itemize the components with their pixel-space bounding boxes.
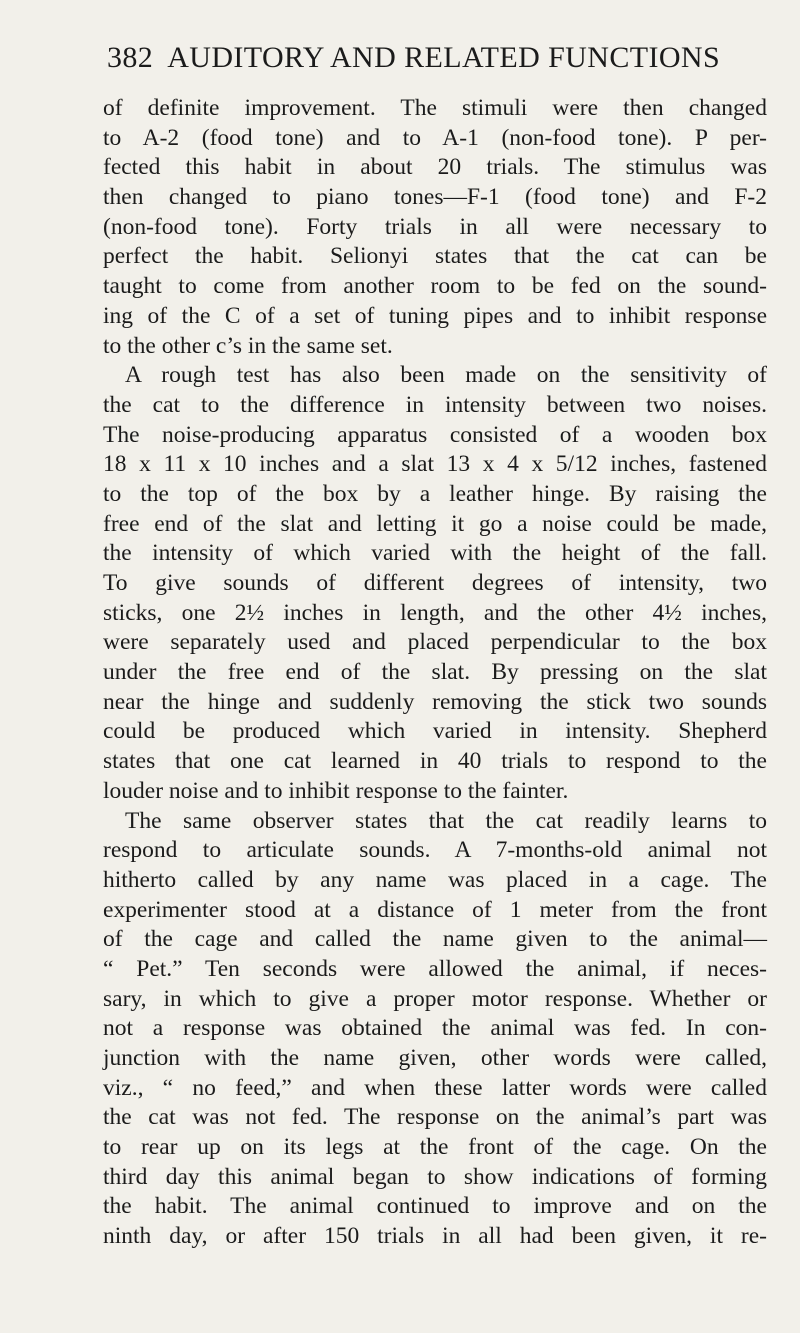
text-line: “ Pet.” Ten seconds were allowed the animal, if neces- [103, 955, 767, 982]
text-line: A rough test has also been made on the sensitivity of [125, 362, 767, 389]
text-line: junction with the name given, other words were called, [103, 1045, 767, 1071]
text-line: to the top of the box by a leather hinge. By raising the [103, 480, 767, 507]
text-line: sticks, one 2½ inches in length, and the other 4½ inches, [103, 599, 767, 626]
text-line: fected this habit in about 20 trials. The stimulus was [103, 154, 767, 181]
text-line: near the hinge and suddenly removing the stick two sounds [103, 688, 767, 715]
text-line: free end of the slat and letting it go a noise could be made, [103, 510, 767, 537]
text-line: the cat was not fed. The response on the animal’s part was [103, 1104, 767, 1131]
text-line: third day this animal began to show indications of forming [103, 1163, 767, 1190]
text-line: louder noise and to inhibit response to the fainter. [103, 777, 569, 804]
text-line: viz., “ no feed,” and when these latter words were called [103, 1074, 767, 1101]
text-line: respond to articulate sounds. A 7-months-old animal not [103, 837, 767, 864]
text-line: of the cage and called the name given to the animal— [103, 926, 767, 953]
text-line: ninth day, or after 150 trials in all had been given, it re- [103, 1223, 767, 1250]
text-line: perfect the habit. Selionyi states that the cat can be [103, 243, 767, 270]
running-head [107, 41, 721, 74]
text-line: to rear up on its legs at the front of the cage. On the [103, 1134, 767, 1161]
text-line: The noise-producing apparatus consisted of a wooden box [103, 421, 767, 448]
body-text [103, 94, 767, 1252]
text-line: not a response was obtained the animal was fed. In con- [103, 1015, 767, 1042]
text-line: (non-food tone). Forty trials in all were necessary to [103, 213, 767, 240]
text-line: 18 x 11 x 10 inches and a slat 13 x 4 x 5/12 inches, fastened [103, 451, 767, 478]
text-line: experimenter stood at a distance of 1 meter from the front [103, 896, 767, 923]
text-line: states that one cat learned in 40 trials to respond to the [103, 748, 767, 775]
text-line: taught to come from another room to be fed on the sound- [103, 273, 767, 300]
text-line: hitherto called by any name was placed in a cage. The [103, 866, 767, 893]
chapter-title: AUDITORY AND RELATED FUNCTIONS [167, 41, 721, 74]
text-line: the intensity of which varied with the height of the fall. [103, 540, 767, 567]
text-line: To give sounds of different degrees of intensity, two [103, 570, 767, 596]
text-line: were separately used and placed perpendicular to the box [103, 629, 767, 656]
text-line: under the free end of the slat. By pressing on the slat [103, 659, 767, 686]
text-line: the habit. The animal continued to improve and on the [103, 1193, 767, 1220]
text-line: sary, in which to give a proper motor response. Whether or [103, 985, 767, 1012]
text-line: could be produced which varied in intensity. Shepherd [103, 718, 767, 745]
page-number: 382 [107, 41, 154, 74]
text-line: to the other c’s in the same set. [103, 332, 393, 359]
text-line: ing of the C of a set of tuning pipes and to inhibit response [103, 302, 767, 329]
text-line: to A-2 (food tone) and to A-1 (non-food tone). P per- [103, 124, 767, 151]
text-line: then changed to piano tones—F-1 (food tone) and F-2 [103, 184, 767, 211]
text-line: The same observer states that the cat readily learns to [125, 807, 767, 834]
text-line: the cat to the difference in intensity between two noises. [103, 391, 767, 418]
text-line: of definite improvement. The stimuli were then changed [103, 95, 767, 121]
